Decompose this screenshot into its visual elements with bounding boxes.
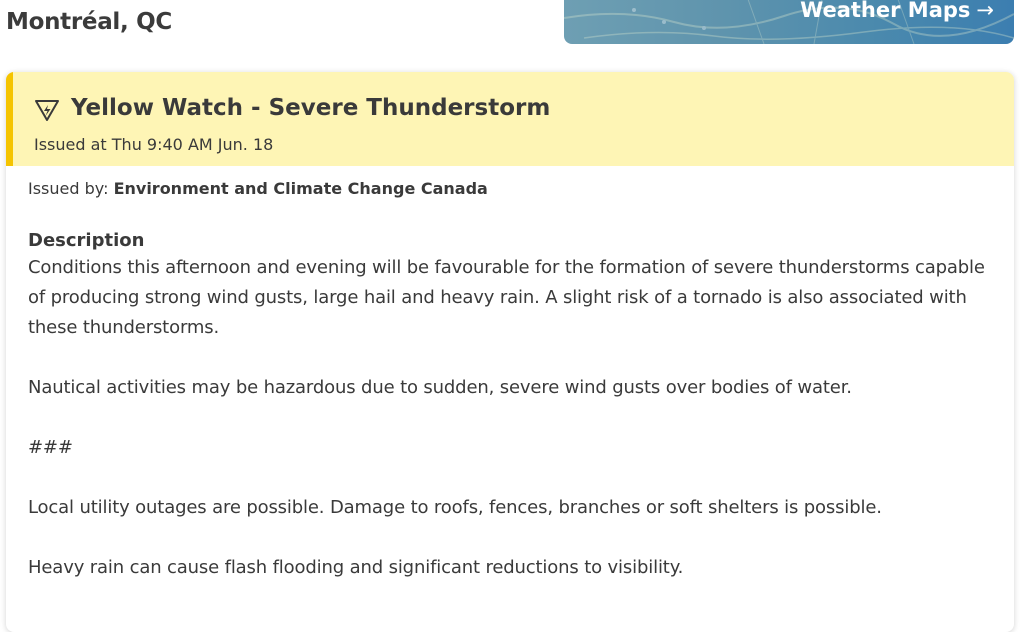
alert-card [6,72,1014,632]
issued-by-prefix: Issued by: [28,179,114,198]
weather-maps-label: Weather Maps → [800,0,994,22]
location-title: Montréal, QC [6,9,172,35]
description-heading: Description [28,230,145,251]
description-separator: ### [28,437,73,458]
arrow-right-icon: → [976,0,994,22]
storm-warning-icon [34,98,60,122]
description-paragraph: Local utility outages are possible. Damage to roofs, fences, branches or soft shelters is possible. [28,497,882,518]
alert-issued-by [28,179,994,203]
description-paragraph: Heavy rain can cause flash flooding and significant reductions to visibility. [28,557,684,578]
alert-body [6,166,1014,583]
description-paragraph: Conditions this afternoon and evening will be favourable for the formation of severe thunderstorms capable of producing strong wind gusts, large hail and heavy rain. A slight risk of a tornado is also associated with these thunderstorms. [28,257,985,338]
weather-maps-button[interactable] [564,0,1014,44]
issued-by-organization: Environment and Climate Change Canada [113,179,488,198]
page-header [0,0,1024,60]
description-paragraph: Nautical activities may be hazardous due to sudden, severe wind gusts over bodies of water. [28,377,852,398]
alert-header [6,72,1014,166]
alert-title: Yellow Watch - Severe Thunderstorm [71,95,551,121]
alert-issued-at: Issued at Thu 9:40 AM Jun. 18 [34,135,274,154]
